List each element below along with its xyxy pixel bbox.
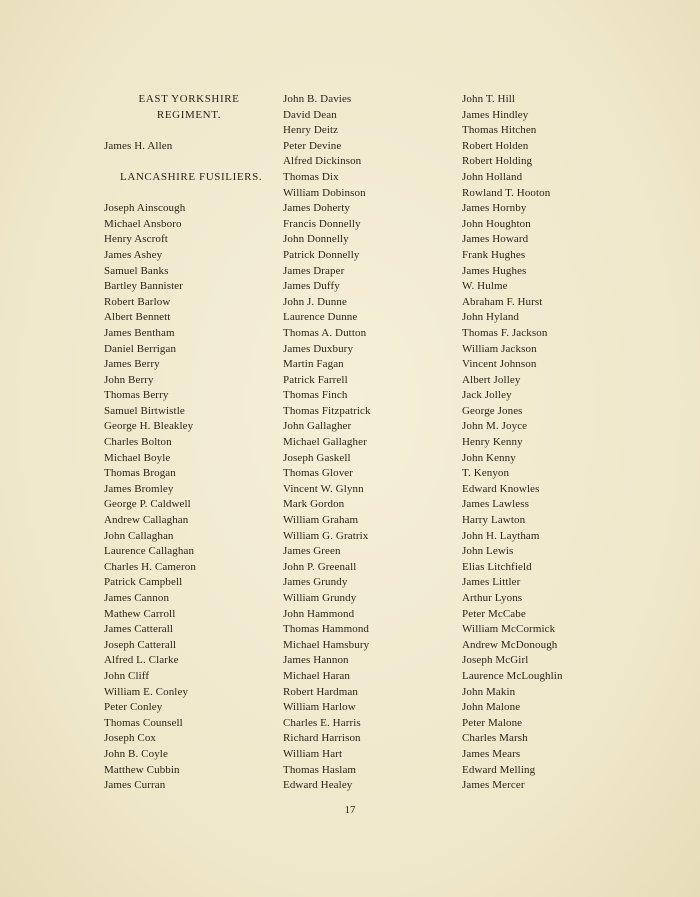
list-item: William Harlow xyxy=(283,701,356,714)
list-item: Thomas Haslam xyxy=(283,763,357,776)
list-item: Matthew Cubbin xyxy=(104,763,180,776)
list-item: William Graham xyxy=(283,514,359,527)
list-item: James Cannon xyxy=(104,592,170,604)
list-item: Albert Bennett xyxy=(104,311,171,324)
list-item: James Mears xyxy=(462,747,521,760)
list-item: John J. Dunne xyxy=(283,295,347,308)
list-item: John Lewis xyxy=(462,545,514,558)
list-item: Michael Gallagher xyxy=(283,436,367,449)
list-item: Michael Haran xyxy=(283,669,350,682)
list-item: James Curran xyxy=(104,779,166,792)
list-item: James Hannon xyxy=(283,654,349,667)
list-item: Jack Jolley xyxy=(462,389,512,402)
list-item: James Green xyxy=(283,545,341,558)
list-item: Alfred L. Clarke xyxy=(104,654,179,667)
list-item: Michael Ansboro xyxy=(104,217,182,230)
list-item: Thomas Fitzpatrick xyxy=(283,404,371,417)
list-item: William G. Gratrix xyxy=(283,529,369,542)
list-item: James Catterall xyxy=(104,623,174,636)
list-item: Michael Boyle xyxy=(104,451,171,464)
list-item: Henry Deitz xyxy=(283,124,339,137)
list-item: Peter Devine xyxy=(283,139,342,152)
list-item: James Hughes xyxy=(462,264,527,277)
page-number: 17 xyxy=(344,804,356,816)
list-item: John Holland xyxy=(462,170,523,183)
list-item: James Littler xyxy=(462,576,521,589)
list-item: Thomas Hammond xyxy=(283,623,370,636)
list-item: James Bentham xyxy=(104,326,175,339)
list-item: John T. Hill xyxy=(462,93,516,105)
list-item: John Makin xyxy=(462,685,516,698)
list-item: Robert Hardman xyxy=(283,685,359,698)
list-item: William Hart xyxy=(283,747,343,760)
list-item: W. Hulme xyxy=(462,280,508,293)
list-item: Vincent W. Glynn xyxy=(283,482,364,495)
list-item: Thomas F. Jackson xyxy=(462,326,548,339)
list-item: Arthur Lyons xyxy=(462,592,523,604)
list-item: Daniel Berrigan xyxy=(104,342,177,355)
list-item: James Duxbury xyxy=(283,342,354,355)
column-1 xyxy=(104,92,284,794)
list-item: Charles E. Harris xyxy=(283,716,361,729)
list-item: Peter McCabe xyxy=(462,607,526,620)
list-item: Henry Ascroft xyxy=(104,233,168,246)
column-2 xyxy=(283,92,463,794)
list-item: Thomas Counsell xyxy=(104,716,183,729)
list-item: John Donnelly xyxy=(283,233,349,246)
list-item: John B. Coyle xyxy=(104,747,168,760)
list-item: Andrew Callaghan xyxy=(104,514,189,527)
list-item: James Hindley xyxy=(462,108,529,121)
list-item: Francis Donnelly xyxy=(283,217,361,230)
list-item: Richard Harrison xyxy=(283,732,361,745)
column-3 xyxy=(462,92,662,794)
list-item: Michael Hamsbury xyxy=(283,638,370,651)
list-item: Alfred Dickinson xyxy=(283,155,362,168)
list-item: Joseph Gaskell xyxy=(283,451,351,464)
list-item: James Hornby xyxy=(462,202,527,215)
list-item: Edward Knowles xyxy=(462,482,540,495)
list-item: James Berry xyxy=(104,358,160,371)
list-item: Vincent Johnson xyxy=(462,358,537,371)
list-item: Thomas Glover xyxy=(283,467,354,480)
list-item: Thomas Hitchen xyxy=(462,124,537,137)
list-item: William Dobinson xyxy=(283,186,366,199)
list-item: John Gallagher xyxy=(283,420,352,433)
list-item: Robert Holden xyxy=(462,139,529,152)
list-item: David Dean xyxy=(283,108,337,121)
list-item: Joseph Ainscough xyxy=(104,202,186,215)
name-list xyxy=(104,201,284,794)
list-item: John P. Greenall xyxy=(283,560,357,573)
regiment-heading-line-2: REGIMENT. xyxy=(156,108,222,121)
regiment-heading: LANCASHIRE FUSILIERS. xyxy=(120,170,263,183)
list-item: Thomas Finch xyxy=(283,389,348,402)
list-item: Laurence McLoughlin xyxy=(462,669,563,682)
list-item: Abraham F. Hurst xyxy=(462,295,543,308)
list-item: Andrew McDonough xyxy=(462,638,558,651)
list-item: Frank Hughes xyxy=(462,248,526,261)
list-item: James Howard xyxy=(462,233,529,246)
list-item: T. Kenyon xyxy=(462,467,510,480)
list-item: James Lawless xyxy=(462,498,529,511)
list-item: Rowland T. Hooton xyxy=(462,186,551,199)
list-item: Elias Litchfield xyxy=(462,560,532,573)
list-item: John Kenny xyxy=(462,451,516,464)
list-item: Mathew Carroll xyxy=(104,607,176,620)
list-item: Henry Kenny xyxy=(462,436,523,449)
list-item: Edward Healey xyxy=(283,779,353,792)
list-item: Bartley Bannister xyxy=(104,280,183,293)
list-item: Peter Malone xyxy=(462,716,523,729)
list-item: Martin Fagan xyxy=(283,358,344,371)
list-item: George Jones xyxy=(462,404,523,417)
list-item: Charles Marsh xyxy=(462,732,528,745)
list-item: James Duffy xyxy=(283,280,340,293)
list-item: Robert Holding xyxy=(462,155,533,168)
list-item: James H. Allen xyxy=(104,139,173,152)
list-item: John Hyland xyxy=(462,311,520,324)
list-item: James Draper xyxy=(283,264,345,277)
list-item: Mark Gordon xyxy=(283,498,345,511)
list-item: James Doherty xyxy=(283,202,350,215)
list-item: Laurence Dunne xyxy=(283,311,358,324)
list-item: Patrick Farrell xyxy=(283,373,348,386)
list-item: Joseph Cox xyxy=(104,732,157,745)
list-item: John Hammond xyxy=(283,607,355,620)
list-item: James Ashey xyxy=(104,248,163,261)
list-item: James Mercer xyxy=(462,779,525,792)
regiment-heading-line-1: EAST YORKSHIRE xyxy=(138,93,240,105)
list-item: George P. Caldwell xyxy=(104,498,191,511)
list-item: Samuel Banks xyxy=(104,264,169,277)
list-item: James Grundy xyxy=(283,576,348,589)
list-item: Joseph McGirl xyxy=(462,654,529,667)
list-item: John Cliff xyxy=(104,669,150,682)
list-item: Patrick Donnelly xyxy=(283,248,360,261)
list-item: Charles H. Cameron xyxy=(104,560,196,573)
list-item: John H. Laytham xyxy=(462,529,540,542)
list-item: William Jackson xyxy=(462,342,537,355)
list-item: Patrick Campbell xyxy=(104,576,183,589)
list-item: James Bromley xyxy=(104,482,174,495)
list-item: John Berry xyxy=(104,373,154,386)
list-item: Robert Barlow xyxy=(104,295,171,308)
list-item: Thomas Berry xyxy=(104,389,169,402)
list-item: Thomas A. Dutton xyxy=(283,326,367,339)
list-item: Thomas Brogan xyxy=(104,467,176,480)
list-item: John B. Davies xyxy=(283,93,352,105)
list-item: Samuel Birtwistle xyxy=(104,404,185,417)
list-item: Thomas Dix xyxy=(283,170,339,183)
list-item: Joseph Catterall xyxy=(104,638,177,651)
list-item: Harry Lawton xyxy=(462,514,526,527)
list-item: William McCormick xyxy=(462,623,556,636)
list-item: Edward Melling xyxy=(462,763,536,776)
list-item: Charles Bolton xyxy=(104,436,172,449)
list-item: Laurence Callaghan xyxy=(104,545,195,558)
list-item: Albert Jolley xyxy=(462,373,521,386)
list-item: Peter Conley xyxy=(104,701,163,714)
list-item: John M. Joyce xyxy=(462,420,528,433)
list-item: William E. Conley xyxy=(104,685,189,698)
list-item: John Malone xyxy=(462,701,521,714)
list-item: John Houghton xyxy=(462,217,531,230)
list-item: William Grundy xyxy=(283,592,357,604)
list-item: John Callaghan xyxy=(104,529,174,542)
list-item: George H. Bleakley xyxy=(104,420,194,433)
